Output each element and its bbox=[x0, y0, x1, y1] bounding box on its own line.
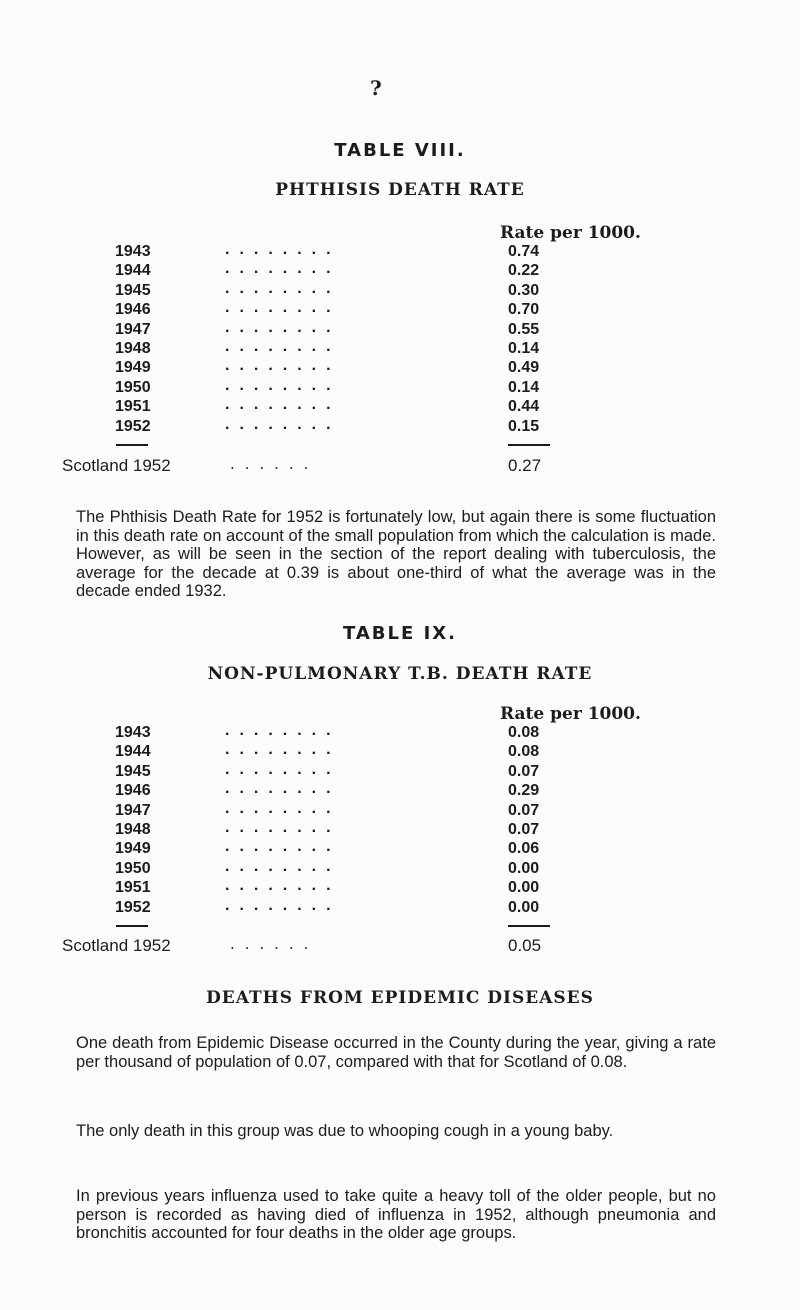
table8-title: PHTHISIS DEATH RATE bbox=[275, 180, 525, 200]
leader-dots: ........ bbox=[225, 877, 341, 895]
table-row bbox=[115, 743, 675, 762]
year-cell: 1945 bbox=[115, 762, 151, 780]
table8-body bbox=[115, 243, 675, 437]
year-cell: 1945 bbox=[115, 281, 151, 299]
table-row bbox=[115, 879, 675, 898]
table-row bbox=[115, 760, 675, 782]
rate-cell: 0.08 bbox=[508, 724, 540, 741]
page-mark: ? bbox=[370, 76, 382, 100]
leader-dots: ........ bbox=[225, 799, 341, 817]
leader-dots: ........ bbox=[225, 318, 341, 336]
year-cell: 1952 bbox=[115, 898, 151, 916]
table8-rule-right bbox=[508, 444, 550, 446]
table8-rate-header: Rate per 1000. bbox=[500, 223, 641, 243]
scotland-value: 0.05 bbox=[508, 936, 542, 955]
table-row bbox=[115, 724, 675, 743]
rate-cell: 0.14 bbox=[508, 378, 540, 396]
table-row bbox=[115, 262, 675, 281]
year-cell: 1946 bbox=[115, 782, 151, 800]
rate-cell: 0.00 bbox=[508, 879, 540, 897]
table9-rule-left bbox=[116, 925, 148, 927]
table-row bbox=[115, 337, 675, 359]
rate-cell: 0.14 bbox=[508, 339, 540, 357]
leader-dots: ........ bbox=[225, 337, 341, 355]
table9-heading: TABLE IX. bbox=[343, 623, 457, 644]
leader-dots: ........ bbox=[225, 376, 341, 394]
leader-dots: ........ bbox=[225, 857, 341, 875]
table-row bbox=[115, 799, 675, 821]
leader-dots: ...... bbox=[230, 934, 319, 953]
leader-dots: ........ bbox=[225, 357, 341, 375]
leader-dots: ........ bbox=[225, 415, 341, 433]
leader-dots: ........ bbox=[225, 760, 341, 778]
rate-cell: 0.15 bbox=[508, 417, 540, 435]
rate-cell: 0.00 bbox=[508, 859, 540, 877]
rate-cell: 0.06 bbox=[508, 840, 540, 858]
rate-cell: 0.30 bbox=[508, 281, 540, 299]
year-cell: 1951 bbox=[115, 879, 151, 897]
year-cell: 1947 bbox=[115, 320, 151, 338]
rate-cell: 0.07 bbox=[508, 801, 540, 819]
year-cell: 1948 bbox=[115, 820, 151, 838]
leader-dots: ........ bbox=[225, 722, 341, 739]
rate-cell: 0.00 bbox=[508, 898, 540, 916]
leader-dots: ........ bbox=[225, 279, 341, 297]
epidemic-section-heading: DEATHS FROM EPIDEMIC DISEASES bbox=[206, 988, 594, 1008]
table-row bbox=[115, 896, 675, 918]
table9-rate-header: Rate per 1000. bbox=[500, 704, 641, 724]
rate-cell: 0.07 bbox=[508, 762, 540, 780]
table8-rule-left bbox=[116, 444, 148, 446]
table-row bbox=[115, 318, 675, 340]
leader-dots: ...... bbox=[230, 454, 319, 473]
table9-title: NON-PULMONARY T.B. DEATH RATE bbox=[207, 664, 593, 684]
year-cell: 1949 bbox=[115, 359, 151, 377]
leader-dots: ........ bbox=[225, 299, 341, 317]
year-cell: 1950 bbox=[115, 378, 151, 396]
leader-dots: ........ bbox=[225, 260, 341, 278]
leader-dots: ........ bbox=[225, 838, 341, 856]
table-row bbox=[115, 818, 675, 840]
whooping-cough-paragraph: The only death in this group was due to whooping cough in a young baby. bbox=[76, 1122, 614, 1140]
year-cell: 1951 bbox=[115, 398, 151, 416]
year-cell: 1947 bbox=[115, 801, 151, 819]
year-cell: 1949 bbox=[115, 840, 151, 858]
table-row bbox=[115, 376, 675, 398]
year-cell: 1943 bbox=[115, 724, 151, 741]
epidemic-paragraph: One death from Epidemic Disease occurred in the County during the year, giving a rate per thousand of population of 0.07, compared with that for Scotland of 0.08. bbox=[76, 1034, 716, 1071]
year-cell: 1944 bbox=[115, 743, 151, 761]
rate-cell: 0.74 bbox=[508, 243, 540, 260]
year-cell: 1950 bbox=[115, 859, 151, 877]
scotland-label: Scotland 1952 bbox=[62, 456, 171, 475]
leader-dots: ........ bbox=[225, 896, 341, 914]
rate-cell: 0.49 bbox=[508, 359, 540, 377]
year-cell: 1944 bbox=[115, 262, 151, 280]
table-row bbox=[115, 398, 675, 417]
year-cell: 1948 bbox=[115, 339, 151, 357]
leader-dots: ........ bbox=[225, 241, 341, 258]
table-row bbox=[115, 243, 675, 262]
rate-cell: 0.29 bbox=[508, 782, 540, 800]
year-cell: 1946 bbox=[115, 301, 151, 319]
rate-cell: 0.70 bbox=[508, 301, 540, 319]
scotland-value: 0.27 bbox=[508, 456, 542, 475]
table9-rule-right bbox=[508, 925, 550, 927]
table-row bbox=[115, 857, 675, 879]
table8-heading: TABLE VIII. bbox=[334, 140, 466, 161]
phthisis-paragraph: The Phthisis Death Rate for 1952 is fortunately low, but again there is some fluctuation in this death rate on account of the small population from which the calculation is made. However, as will be seen in the section of the report dealing with tuberculosis, the average for the decade at 0.39 is about one-third of what the average was in the decade ended 1932. bbox=[76, 508, 716, 600]
rate-cell: 0.08 bbox=[508, 743, 540, 761]
table-row bbox=[115, 359, 675, 378]
rate-cell: 0.07 bbox=[508, 820, 540, 838]
leader-dots: ........ bbox=[225, 780, 341, 798]
table-row bbox=[115, 782, 675, 801]
rate-cell: 0.55 bbox=[508, 320, 540, 338]
table-row bbox=[115, 840, 675, 859]
table-row bbox=[115, 279, 675, 301]
rate-cell: 0.22 bbox=[508, 262, 540, 280]
influenza-paragraph: In previous years influenza used to take quite a heavy toll of the older people, but no person is recorded as having died of influenza in 1952, although pneumonia and bronchitis accounted for four deaths in the older age groups. bbox=[76, 1187, 716, 1242]
year-cell: 1943 bbox=[115, 243, 151, 260]
leader-dots: ........ bbox=[225, 396, 341, 414]
rate-cell: 0.44 bbox=[508, 398, 540, 416]
table9-body bbox=[115, 724, 675, 918]
scotland-label: Scotland 1952 bbox=[62, 936, 171, 955]
year-cell: 1952 bbox=[115, 417, 151, 435]
leader-dots: ........ bbox=[225, 818, 341, 836]
table-row bbox=[115, 415, 675, 437]
table-row bbox=[115, 301, 675, 320]
leader-dots: ........ bbox=[225, 741, 341, 759]
